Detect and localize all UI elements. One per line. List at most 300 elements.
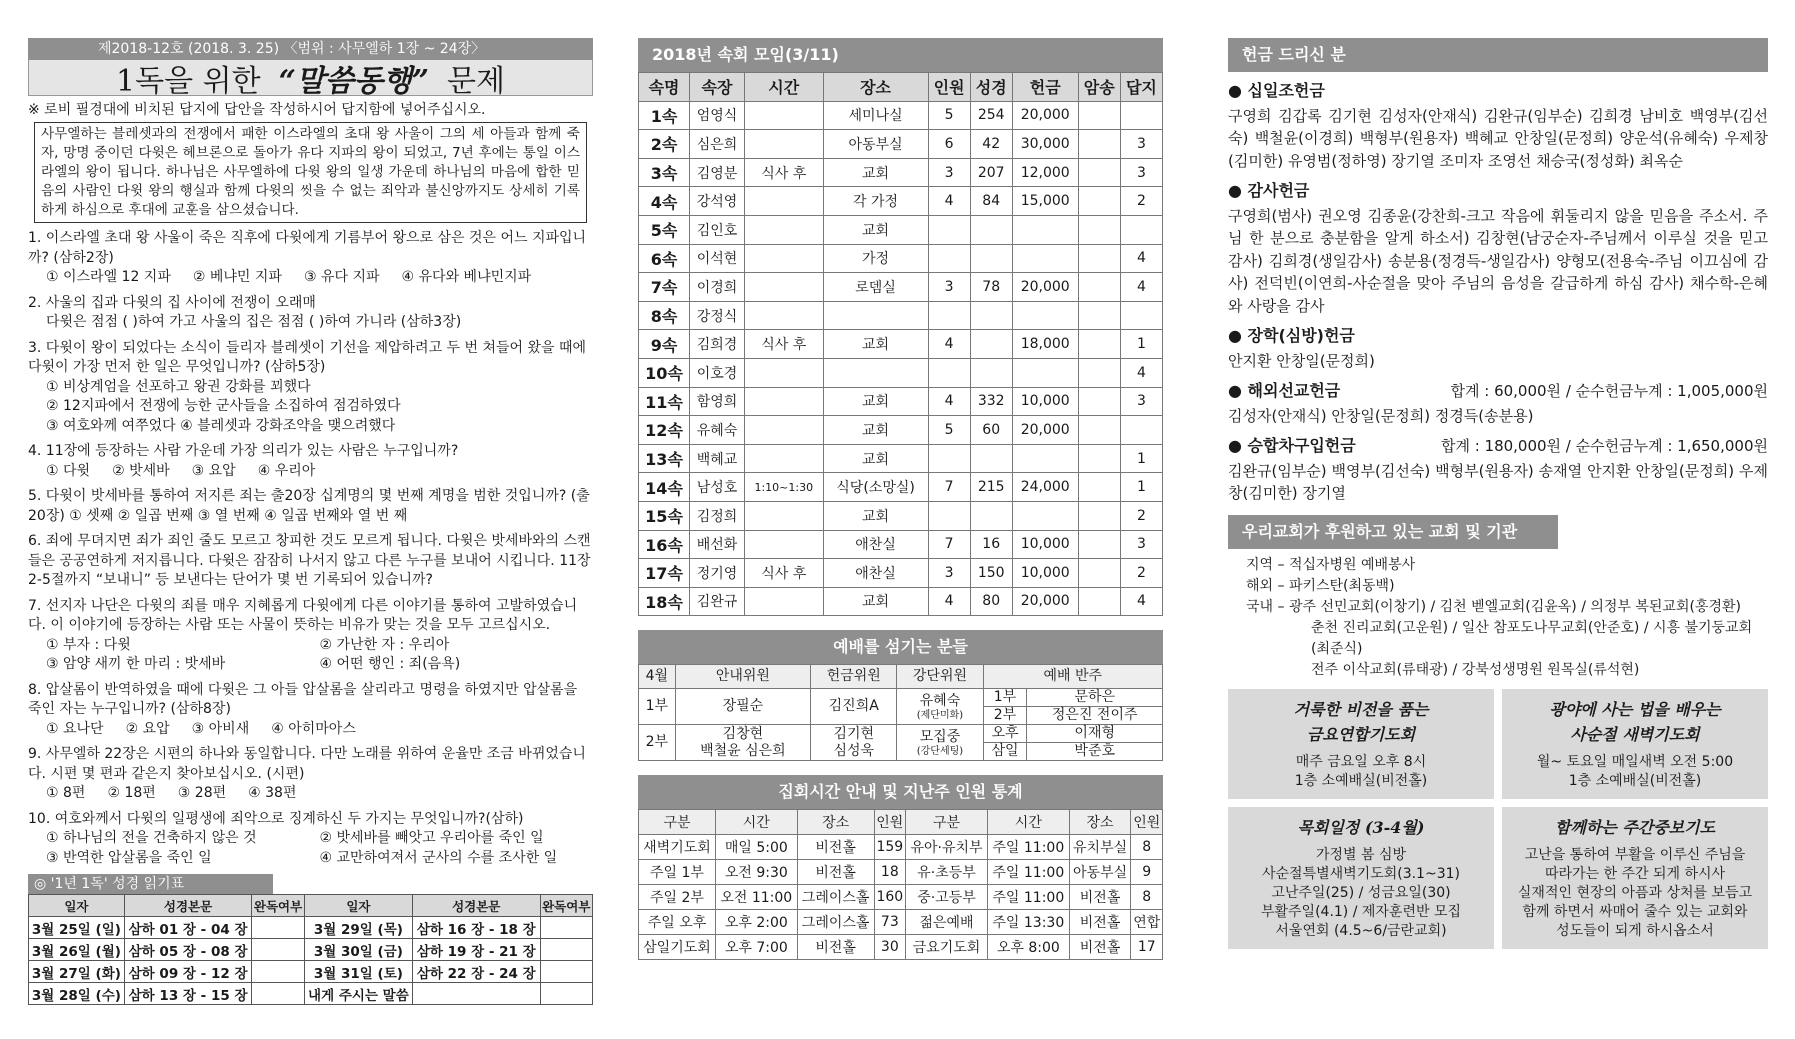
stat-row	[639, 935, 1163, 960]
cell-value	[1012, 358, 1078, 387]
cell-value: 강석영	[690, 187, 745, 216]
cell-meeting-table	[638, 72, 1163, 616]
reading-cell	[540, 917, 593, 939]
cell-row	[639, 358, 1163, 387]
support-item: 국내 – 광주 선민교회(이창기) / 김천 벧엘교회(김윤옥) / 의정부 복된교회(홍경환)	[1246, 598, 1741, 615]
cell-value: 3	[928, 559, 970, 588]
notice-line: 따라가는 한 주간 되게 하시사	[1544, 865, 1726, 882]
cell-value	[1012, 244, 1078, 273]
reading-cell: 삼하 09 장 - 12 장	[124, 961, 252, 983]
question-text: 6. 죄에 무뎌지면 죄가 죄인 줄도 모르고 창피한 것도 모르게 됩니다. 다윗은 밧세바와의 스캔들은 공공연하게 저지릅니다. 다윗은 잠잠히 나서지 않고 다른 누구를 보내어 시킵니다. 11장 2-5절까지 “보내니” 등 보낸다는 단어가 몇 번 기록되어 있습니까?	[28, 533, 591, 588]
cell-value: 15,000	[1012, 187, 1078, 216]
cell-value: 김인호	[690, 215, 745, 244]
notice-box	[1228, 807, 1494, 949]
cell-header: 장소	[823, 73, 928, 102]
stat-header: 장소	[797, 810, 874, 835]
cell-value	[928, 501, 970, 530]
cell-row	[639, 244, 1163, 273]
stat-cell: 오전 9:30	[715, 860, 797, 885]
cell-value: 254	[970, 101, 1012, 130]
scholarship-names: 안지환 안창일(문정희)	[1228, 351, 1375, 370]
cell-value: 80	[970, 587, 1012, 616]
cell-row	[639, 559, 1163, 588]
reading-cell: 삼하 19 장 - 21 장	[412, 939, 540, 961]
cell-value: 1	[1120, 330, 1162, 359]
cell-value	[744, 244, 823, 273]
acc-name: 이재형	[1027, 725, 1163, 743]
cell-value	[1078, 158, 1120, 187]
stat-cell: 159	[874, 835, 905, 860]
stat-row	[639, 860, 1163, 885]
answer-option: ① 부자 : 다윗	[46, 636, 131, 653]
cell-value: 5	[928, 416, 970, 445]
cell-value: 이호경	[690, 358, 745, 387]
cell-value	[744, 101, 823, 130]
stat-cell: 아동부실	[1069, 860, 1131, 885]
cell-value: 15속	[639, 501, 690, 530]
cell-value: 3	[1120, 387, 1162, 416]
pulpit-1	[897, 689, 983, 725]
scholarship-heading	[1228, 325, 1768, 348]
cell-value	[1120, 301, 1162, 330]
notice-line: 고난주일(25) / 성금요일(30)	[1271, 884, 1451, 901]
cell-value: 215	[970, 473, 1012, 502]
notice-box	[1502, 807, 1768, 949]
cell-value: 10속	[639, 358, 690, 387]
notice-boxes	[1228, 689, 1768, 949]
notice-box	[1228, 689, 1494, 799]
cell-value: 1:10~1:30	[744, 473, 823, 502]
stat-cell: 오전 11:00	[715, 885, 797, 910]
cell-header: 시간	[744, 73, 823, 102]
guide-2a: 김창현	[722, 725, 764, 742]
worship-header: 헌금위원	[811, 665, 897, 689]
service-1: 1부	[639, 689, 676, 725]
cell-value	[1078, 587, 1120, 616]
cell-value: 교회	[823, 215, 928, 244]
cell-value	[1012, 444, 1078, 473]
reading-table	[28, 894, 593, 1005]
cell-value: 김완규	[690, 587, 745, 616]
pulpit-2	[897, 725, 983, 761]
cell-value	[970, 501, 1012, 530]
pulpit-1-name: 유혜숙	[919, 692, 961, 709]
cell-value	[970, 330, 1012, 359]
stat-header: 시간	[715, 810, 797, 835]
cell-value: 3	[1120, 130, 1162, 159]
cell-value: 84	[970, 187, 1012, 216]
cell-header: 암송	[1078, 73, 1120, 102]
cell-value: 2	[1120, 559, 1162, 588]
stat-cell: 18	[874, 860, 905, 885]
answer-option: ③ 암양 새끼 한 마리 : 밧세바	[46, 656, 226, 672]
cell-value: 남성호	[690, 473, 745, 502]
notice-title-line: 사순절 새벽기도회	[1570, 724, 1700, 744]
answer-option: ① 비상계엄을 선포하고 왕권 강화를 꾀했다	[46, 378, 311, 395]
question-8	[28, 681, 593, 740]
cell-value	[744, 273, 823, 302]
answer-options	[28, 784, 593, 804]
reading-cell: 3월 26일 (월)	[29, 939, 125, 961]
question-text: 5. 다윗이 밧세바를 통하여 저지른 죄는 출20장 십계명의 몇 번째 계명을 범한 것입니까? (출20장) ① 셋째 ② 일곱 번째 ③ 열 번째 ④ 일곱 번째와 열 번 째	[28, 488, 590, 524]
acc-slot: 2부	[983, 707, 1027, 725]
reading-header: 일자	[29, 895, 125, 917]
cell-value: 332	[970, 387, 1012, 416]
cell-header: 속명	[639, 73, 690, 102]
answer-option: ④ 어떤 행인 : 죄(음욕)	[319, 656, 461, 672]
cell-row	[639, 416, 1163, 445]
offering-list	[1228, 80, 1768, 505]
cell-value	[744, 301, 823, 330]
quiz-note: ※ 로비 필경대에 비치된 답지에 답안을 작성하시어 답지함에 넣어주십시오.	[28, 102, 486, 118]
cell-value	[1012, 501, 1078, 530]
reading-cell: 삼하 13 장 - 15 장	[124, 983, 252, 1005]
stat-cell: 비전홀	[1069, 910, 1131, 935]
cell-value	[970, 244, 1012, 273]
tithe-names: 구영희 김갑록 김기현 김성자(안재식) 김완규(임부순) 김희경 남비호 백영부(김선숙) 백철윤(이경희) 백형부(원용자) 백혜교 안창일(문정희) 양운석(유혜숙) 우제창(김미한) 유영범(정하영) 장기열 조미자 조영선 채승국(정성화) 최옥순	[1228, 106, 1768, 170]
cell-header: 헌금	[1012, 73, 1078, 102]
cell-value: 30,000	[1012, 130, 1078, 159]
cell-value	[744, 416, 823, 445]
cell-value	[928, 444, 970, 473]
cell-value: 4속	[639, 187, 690, 216]
reading-cell	[540, 961, 593, 983]
notice-line: 함께 하면서 싸매어 줄수 있는 교회와	[1522, 903, 1748, 920]
notice-box-title	[1508, 815, 1762, 840]
acc-name: 정은진 전이주	[1027, 707, 1163, 725]
cell-row	[639, 444, 1163, 473]
stat-row	[639, 885, 1163, 910]
question-6	[28, 532, 593, 591]
cell-value: 교회	[823, 387, 928, 416]
reading-header: 일자	[304, 895, 412, 917]
cell-value: 유혜숙	[690, 416, 745, 445]
notice-line: 부활주일(4.1) / 제자훈련반 모집	[1260, 903, 1462, 920]
stat-cell: 주일 오후	[639, 910, 716, 935]
tithe-label: ● 십일조헌금	[1228, 81, 1325, 100]
stat-cell: 중·고등부	[906, 885, 988, 910]
answer-option: ② 밧세바를 빼앗고 우리아를 죽인 일	[319, 830, 544, 846]
worship-header: 강단위원	[897, 665, 983, 689]
stat-cell: 8	[1131, 835, 1163, 860]
cell-value	[744, 530, 823, 559]
stat-header: 시간	[987, 810, 1069, 835]
stat-cell: 그레이스홀	[797, 885, 874, 910]
cell-value: 24,000	[1012, 473, 1078, 502]
cell-value: 3	[1120, 158, 1162, 187]
cell-header: 성경	[970, 73, 1012, 102]
worship-header: 예배 반주	[983, 665, 1162, 689]
answer-option: ② 밧세바	[112, 462, 170, 479]
cell-value: 2속	[639, 130, 690, 159]
cell-row	[639, 301, 1163, 330]
stat-cell: 유아·유치부	[906, 835, 988, 860]
cell-value: 교회	[823, 158, 928, 187]
cell-value: 17속	[639, 559, 690, 588]
reading-cell: 3월 29일 (목)	[304, 917, 412, 939]
thanks-heading	[1228, 180, 1768, 203]
cell-value: 이경희	[690, 273, 745, 302]
cell-value	[970, 358, 1012, 387]
stat-cell: 9	[1131, 860, 1163, 885]
notice-title-line: 목회일정 (3-4월)	[1297, 817, 1425, 837]
worship-header: 안내위원	[675, 665, 810, 689]
cell-value: 엄영식	[690, 101, 745, 130]
stat-row	[639, 910, 1163, 935]
cell-value: 4	[928, 387, 970, 416]
cell-value: 3	[928, 273, 970, 302]
cell-value: 3	[1120, 530, 1162, 559]
cell-row	[639, 473, 1163, 502]
answer-option: ③ 아비새	[191, 720, 250, 737]
stat-cell: 주일 13:30	[987, 910, 1069, 935]
cell-value: 김영분	[690, 158, 745, 187]
reading-cell: 삼하 05 장 - 08 장	[124, 939, 252, 961]
cell-value: 7	[928, 530, 970, 559]
cell-value: 11속	[639, 387, 690, 416]
cell-value: 4	[928, 187, 970, 216]
cell-value: 14속	[639, 473, 690, 502]
notice-title-line: 금요연합기도회	[1306, 724, 1416, 744]
cell-value: 10,000	[1012, 387, 1078, 416]
answer-option: ② 베냐민 지파	[192, 269, 282, 285]
mission-names: 김성자(안재식) 안창일(문정희) 정경득(송분용)	[1228, 406, 1534, 425]
cell-value: 4	[928, 587, 970, 616]
cell-value	[1012, 301, 1078, 330]
cell-value: 2	[1120, 187, 1162, 216]
cell-value: 2	[1120, 501, 1162, 530]
cell-value	[823, 358, 928, 387]
cell-value: 9속	[639, 330, 690, 359]
stat-header: 구분	[639, 810, 716, 835]
thanks-names: 구영희(범사) 권오영 김종윤(강찬희-크고 작음에 휘둘리지 않을 믿음을 주소서. 주님 한 분으로 충분함을 알게 하소서) 김창현(남궁순자-주님께서 이루실 것을 믿고 감사) 김희경(생일감사) 송분용(정경득-생일감사) 양형모(전용숙-주님 이끄심에 감사) 전덕빈(이연희-사순절을 맞아 주님의 음성을 갈급하게 하심 감사) 채수학-은혜와 사랑을 감사	[1228, 206, 1768, 315]
cell-row	[639, 530, 1163, 559]
reading-row	[29, 917, 593, 939]
cell-value	[1078, 244, 1120, 273]
cell-value	[1012, 215, 1078, 244]
attendance-column	[638, 38, 1163, 960]
support-item: 해외 – 파키스탄(최동백)	[1246, 577, 1395, 594]
question-sub: 다윗은 점점 ( )하여 가고 사울의 집은 점점 ( )하여 가니라 (삼하3장)	[46, 314, 462, 330]
reading-row	[29, 983, 593, 1005]
answer-option: ① 요나단	[46, 720, 104, 737]
cell-value	[1078, 387, 1120, 416]
stat-cell: 그레이스홀	[797, 910, 874, 935]
cell-value: 백혜교	[690, 444, 745, 473]
mission-total: 합계 : 60,000원 / 순수헌금누계 : 1,005,000원	[1450, 382, 1768, 400]
cell-value: 식사 후	[744, 330, 823, 359]
notice-line: 1층 소예배실(비전홀)	[1294, 772, 1428, 789]
cell-value	[928, 244, 970, 273]
cell-value: 세미나실	[823, 101, 928, 130]
answer-option: ③ 반역한 압살롬을 죽인 일	[46, 849, 212, 866]
stat-cell: 주일 11:00	[987, 835, 1069, 860]
pulpit-1-note: (제단미화)	[916, 709, 964, 721]
notice-line: 1층 소예배실(비전홀)	[1568, 772, 1702, 789]
cell-value: 1	[1120, 444, 1162, 473]
cell-value: 4	[1120, 273, 1162, 302]
cell-value: 5속	[639, 215, 690, 244]
cell-value	[1078, 273, 1120, 302]
offering-title: 헌금 드리신 분	[1228, 38, 1768, 72]
reading-header: 성경본문	[124, 895, 252, 917]
stat-cell: 새벽기도회	[639, 835, 716, 860]
stat-cell: 30	[874, 935, 905, 960]
cell-value	[744, 444, 823, 473]
stat-cell: 비전홀	[797, 860, 874, 885]
quiz-title	[28, 60, 593, 99]
cell-row	[639, 330, 1163, 359]
cell-value: 식당(소망실)	[823, 473, 928, 502]
cell-value	[1078, 215, 1120, 244]
cell-value: 심은희	[690, 130, 745, 159]
answer-option: ④ 38편	[248, 785, 297, 801]
cell-value	[1078, 358, 1120, 387]
worship-header: 4월	[639, 665, 676, 689]
pulpit-2-note: (강단세팅)	[916, 745, 964, 757]
tithe-heading	[1228, 80, 1768, 103]
cell-value	[744, 501, 823, 530]
acc-name: 문하은	[1027, 689, 1163, 707]
cell-value: 1	[1120, 473, 1162, 502]
offering-2b: 심성욱	[833, 742, 875, 759]
support-item: 전주 이삭교회(류태광) / 강북성생명원 원목실(류석현)	[1311, 661, 1640, 678]
cell-value: 78	[970, 273, 1012, 302]
cell-value: 150	[970, 559, 1012, 588]
scholarship-label: ● 장학(심방)헌금	[1228, 326, 1355, 345]
reading-cell	[540, 939, 593, 961]
stat-cell: 유치부실	[1069, 835, 1131, 860]
reading-row	[29, 961, 593, 983]
acc-slot: 1부	[983, 689, 1027, 707]
question-text: 3. 다윗이 왕이 되었다는 소식이 들리자 블레셋이 기선을 제압하려고 두 번 쳐들어 왔을 때에 다윗이 가장 먼저 한 일은 무엇입니까? (삼하5장)	[28, 339, 587, 375]
stat-cell: 비전홀	[797, 935, 874, 960]
question-text: 10. 여호와께서 다윗의 일평생에 죄악으로 징계하신 두 가지는 무엇입니까?(삼하)	[28, 810, 524, 827]
cell-value	[1078, 501, 1120, 530]
reading-header: 성경본문	[412, 895, 540, 917]
cell-value: 6속	[639, 244, 690, 273]
cell-value: 4	[1120, 587, 1162, 616]
cell-value	[1078, 130, 1120, 159]
issue-header: 제2018-12호 (2018. 3. 25) 〈범위 : 사무엘하 1장 ~ 24장〉	[28, 38, 593, 60]
question-7	[28, 597, 593, 675]
cell-value: 5	[928, 101, 970, 130]
answer-option: ① 다윗	[46, 462, 91, 479]
cell-value	[928, 215, 970, 244]
offering-2	[811, 725, 897, 761]
cell-meeting-title: 2018년 속회 모임(3/11)	[638, 38, 1163, 72]
cell-value: 4	[1120, 358, 1162, 387]
reading-header: 완독여부	[540, 895, 593, 917]
cell-row	[639, 101, 1163, 130]
notice-box-title	[1234, 815, 1488, 840]
notice-line: 서울연회 (4.5~6/금란교회)	[1275, 922, 1447, 939]
notice-line: 사순절특별새벽기도회(3.1~31)	[1262, 865, 1460, 882]
cell-value: 6	[928, 130, 970, 159]
answer-option: ④ 유다와 베냐민지파	[401, 269, 532, 285]
question-text: 7. 선지자 나단은 다윗의 죄를 매우 지혜롭게 다윗에게 다른 이야기를 통하여 고발하였습니다. 이 이야기에 등장하는 사람 또는 사물이 뜻하는 비유가 맞는 것을 모두 고르십시오.	[28, 597, 578, 633]
question-text: 8. 압살롬이 반역하였을 때에 다윗은 그 아들 압살롬을 살리라고 명령을 하였지만 압살롬을 죽인 자는 누구입니까? (삼하8장)	[28, 681, 578, 717]
question-text: 2. 사울의 집과 다윗의 집 사이에 전쟁이 오래매	[28, 294, 316, 311]
answer-options	[28, 462, 593, 482]
quiz-column	[28, 38, 593, 1005]
cell-value: 교회	[823, 501, 928, 530]
thanks-label: ● 감사헌금	[1228, 181, 1310, 200]
stat-header: 인원	[874, 810, 905, 835]
stat-cell: 유·초등부	[906, 860, 988, 885]
cell-value: 애찬실	[823, 530, 928, 559]
cell-value	[1078, 416, 1120, 445]
reading-cell	[252, 961, 304, 983]
cell-value: 20,000	[1012, 101, 1078, 130]
cell-value	[1078, 101, 1120, 130]
mission-label: ● 해외선교헌금	[1228, 381, 1341, 400]
cell-value: 4	[928, 330, 970, 359]
cell-value: 교회	[823, 416, 928, 445]
reading-header: 완독여부	[252, 895, 304, 917]
question-2	[28, 294, 593, 333]
stat-cell: 17	[1131, 935, 1163, 960]
cell-value	[1120, 416, 1162, 445]
cell-header: 답지	[1120, 73, 1162, 102]
reading-cell	[540, 983, 593, 1005]
notice-line: 고난을 통하여 부활을 이루신 주님을	[1524, 846, 1746, 863]
reading-cell: 3월 28일 (수)	[29, 983, 125, 1005]
cell-row	[639, 187, 1163, 216]
reading-cell: 삼하 16 장 - 18 장	[412, 917, 540, 939]
offering-column	[1228, 38, 1768, 949]
cell-value: 3속	[639, 158, 690, 187]
support-item: 지역 – 적십자병원 예배봉사	[1246, 556, 1416, 573]
cell-value: 함영희	[690, 387, 745, 416]
cell-value: 20,000	[1012, 273, 1078, 302]
cell-value: 이석현	[690, 244, 745, 273]
cell-value: 배선화	[690, 530, 745, 559]
van-heading	[1228, 435, 1768, 458]
answer-option: ④ 교만하여져서 군사의 수를 조사한 일	[319, 849, 558, 866]
cell-value: 10,000	[1012, 559, 1078, 588]
reading-cell	[252, 939, 304, 961]
reading-cell: 3월 31일 (토)	[304, 961, 412, 983]
stat-cell: 젊은예배	[906, 910, 988, 935]
answer-option: ③ 요압	[191, 462, 236, 479]
answer-options	[28, 829, 593, 868]
answer-option: ① 하나님의 전을 건축하지 않은 것	[46, 830, 257, 846]
cell-row	[639, 130, 1163, 159]
stat-cell: 주일 1부	[639, 860, 716, 885]
cell-value	[1120, 215, 1162, 244]
notice-line: 성도들이 되게 하시옵소서	[1556, 922, 1714, 939]
reading-row	[29, 939, 593, 961]
title-highlight: “말씀동행”	[278, 63, 429, 99]
notice-line: 가정별 봄 심방	[1315, 846, 1407, 863]
stats-table	[638, 809, 1163, 960]
cell-value: 207	[970, 158, 1012, 187]
cell-value: 60	[970, 416, 1012, 445]
cell-row	[639, 273, 1163, 302]
cell-value: 김정희	[690, 501, 745, 530]
cell-value	[1078, 530, 1120, 559]
stat-cell: 삼일기도회	[639, 935, 716, 960]
cell-value	[1078, 444, 1120, 473]
cell-value	[744, 187, 823, 216]
cell-value	[1078, 187, 1120, 216]
cell-value	[928, 301, 970, 330]
stat-cell: 주일 11:00	[987, 860, 1069, 885]
cell-value	[970, 444, 1012, 473]
offering-2a: 김기현	[833, 725, 875, 742]
cell-value: 애찬실	[823, 559, 928, 588]
